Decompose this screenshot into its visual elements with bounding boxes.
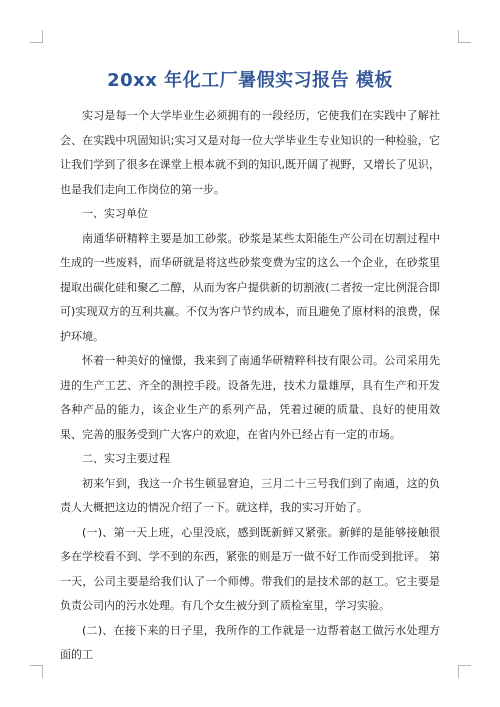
document-body [60, 104, 440, 668]
crop-mark-top-left [30, 30, 43, 43]
paragraph-following-days: (二)、在接下来的日子里，我所作的工作就是一边帮着赵工做污水处理方面的工 [60, 623, 440, 661]
paragraph-first-day: (一)、第一天上班，心里没底，感到既新鲜又紧张。新鲜的是能够接触很多在学校看不到、学不到的东西，紧张的则是万一做不好工作而受到批评。 第一天，公司主要是给我们认了一个师傅。带我们的是技术部的赵工。它主要是负责公司内的污水处理。有几个女生被分到了质检室里，学习实验。 [60, 525, 440, 612]
crop-mark-top-right [458, 30, 471, 43]
paragraph-arrival: 初来乍到，我这一介书生顿显窘迫，三月二十三号我们到了南通，这的负责人大概把这边的情况介绍了一下。就这样，我的实习开始了。 [60, 476, 440, 514]
section-heading-process: 二、实习主要过程 [82, 452, 170, 465]
paragraph-unit-description: 南通华研精粹主要是加工砂浆。砂浆是某些太阳能生产公司在切割过程中生成的一些废料，而华研就是将这些砂浆变费为宝的这么一个企业，在砂浆里提取出碳化硅和聚乙二醇，从而为客户提供新的切割液(二者按一定比例混合即可)实现双方的互利共赢。不仅为客户节约成本，而且避免了原材料的浪费，保护环境。 [60, 231, 440, 343]
document-title: 20xx 年化工厂暑假实习报告 模板 [107, 70, 393, 91]
crop-mark-bottom-left [30, 665, 43, 678]
paragraph-intro: 实习是每一个大学毕业生必须拥有的一段经历，它使我们在实践中了解社会、在实践中巩固知识;实习又是对每一位大学毕业生专业知识的一种检验，它让我们学到了很多在课堂上根本就不到的知识,既开阔了视野，又增长了见识，也是我们走向工作岗位的第一步。 [60, 109, 440, 196]
paragraph-company-intro: 怀着一种美好的憧憬，我来到了南通华研精粹科技有限公司。公司采用先进的生产工艺、齐全的测控手段。设备先进，技术力量雄厚，具有生产和开发各种产品的能力，该企业生产的系列产品，凭着过硬的质量、良好的使用效果、完善的服务受到广大客户的欢迎，在省内外已经占有一定的市场。 [60, 354, 440, 441]
section-heading-unit: 一、实习单位 [82, 207, 148, 220]
crop-mark-bottom-right [458, 665, 471, 678]
